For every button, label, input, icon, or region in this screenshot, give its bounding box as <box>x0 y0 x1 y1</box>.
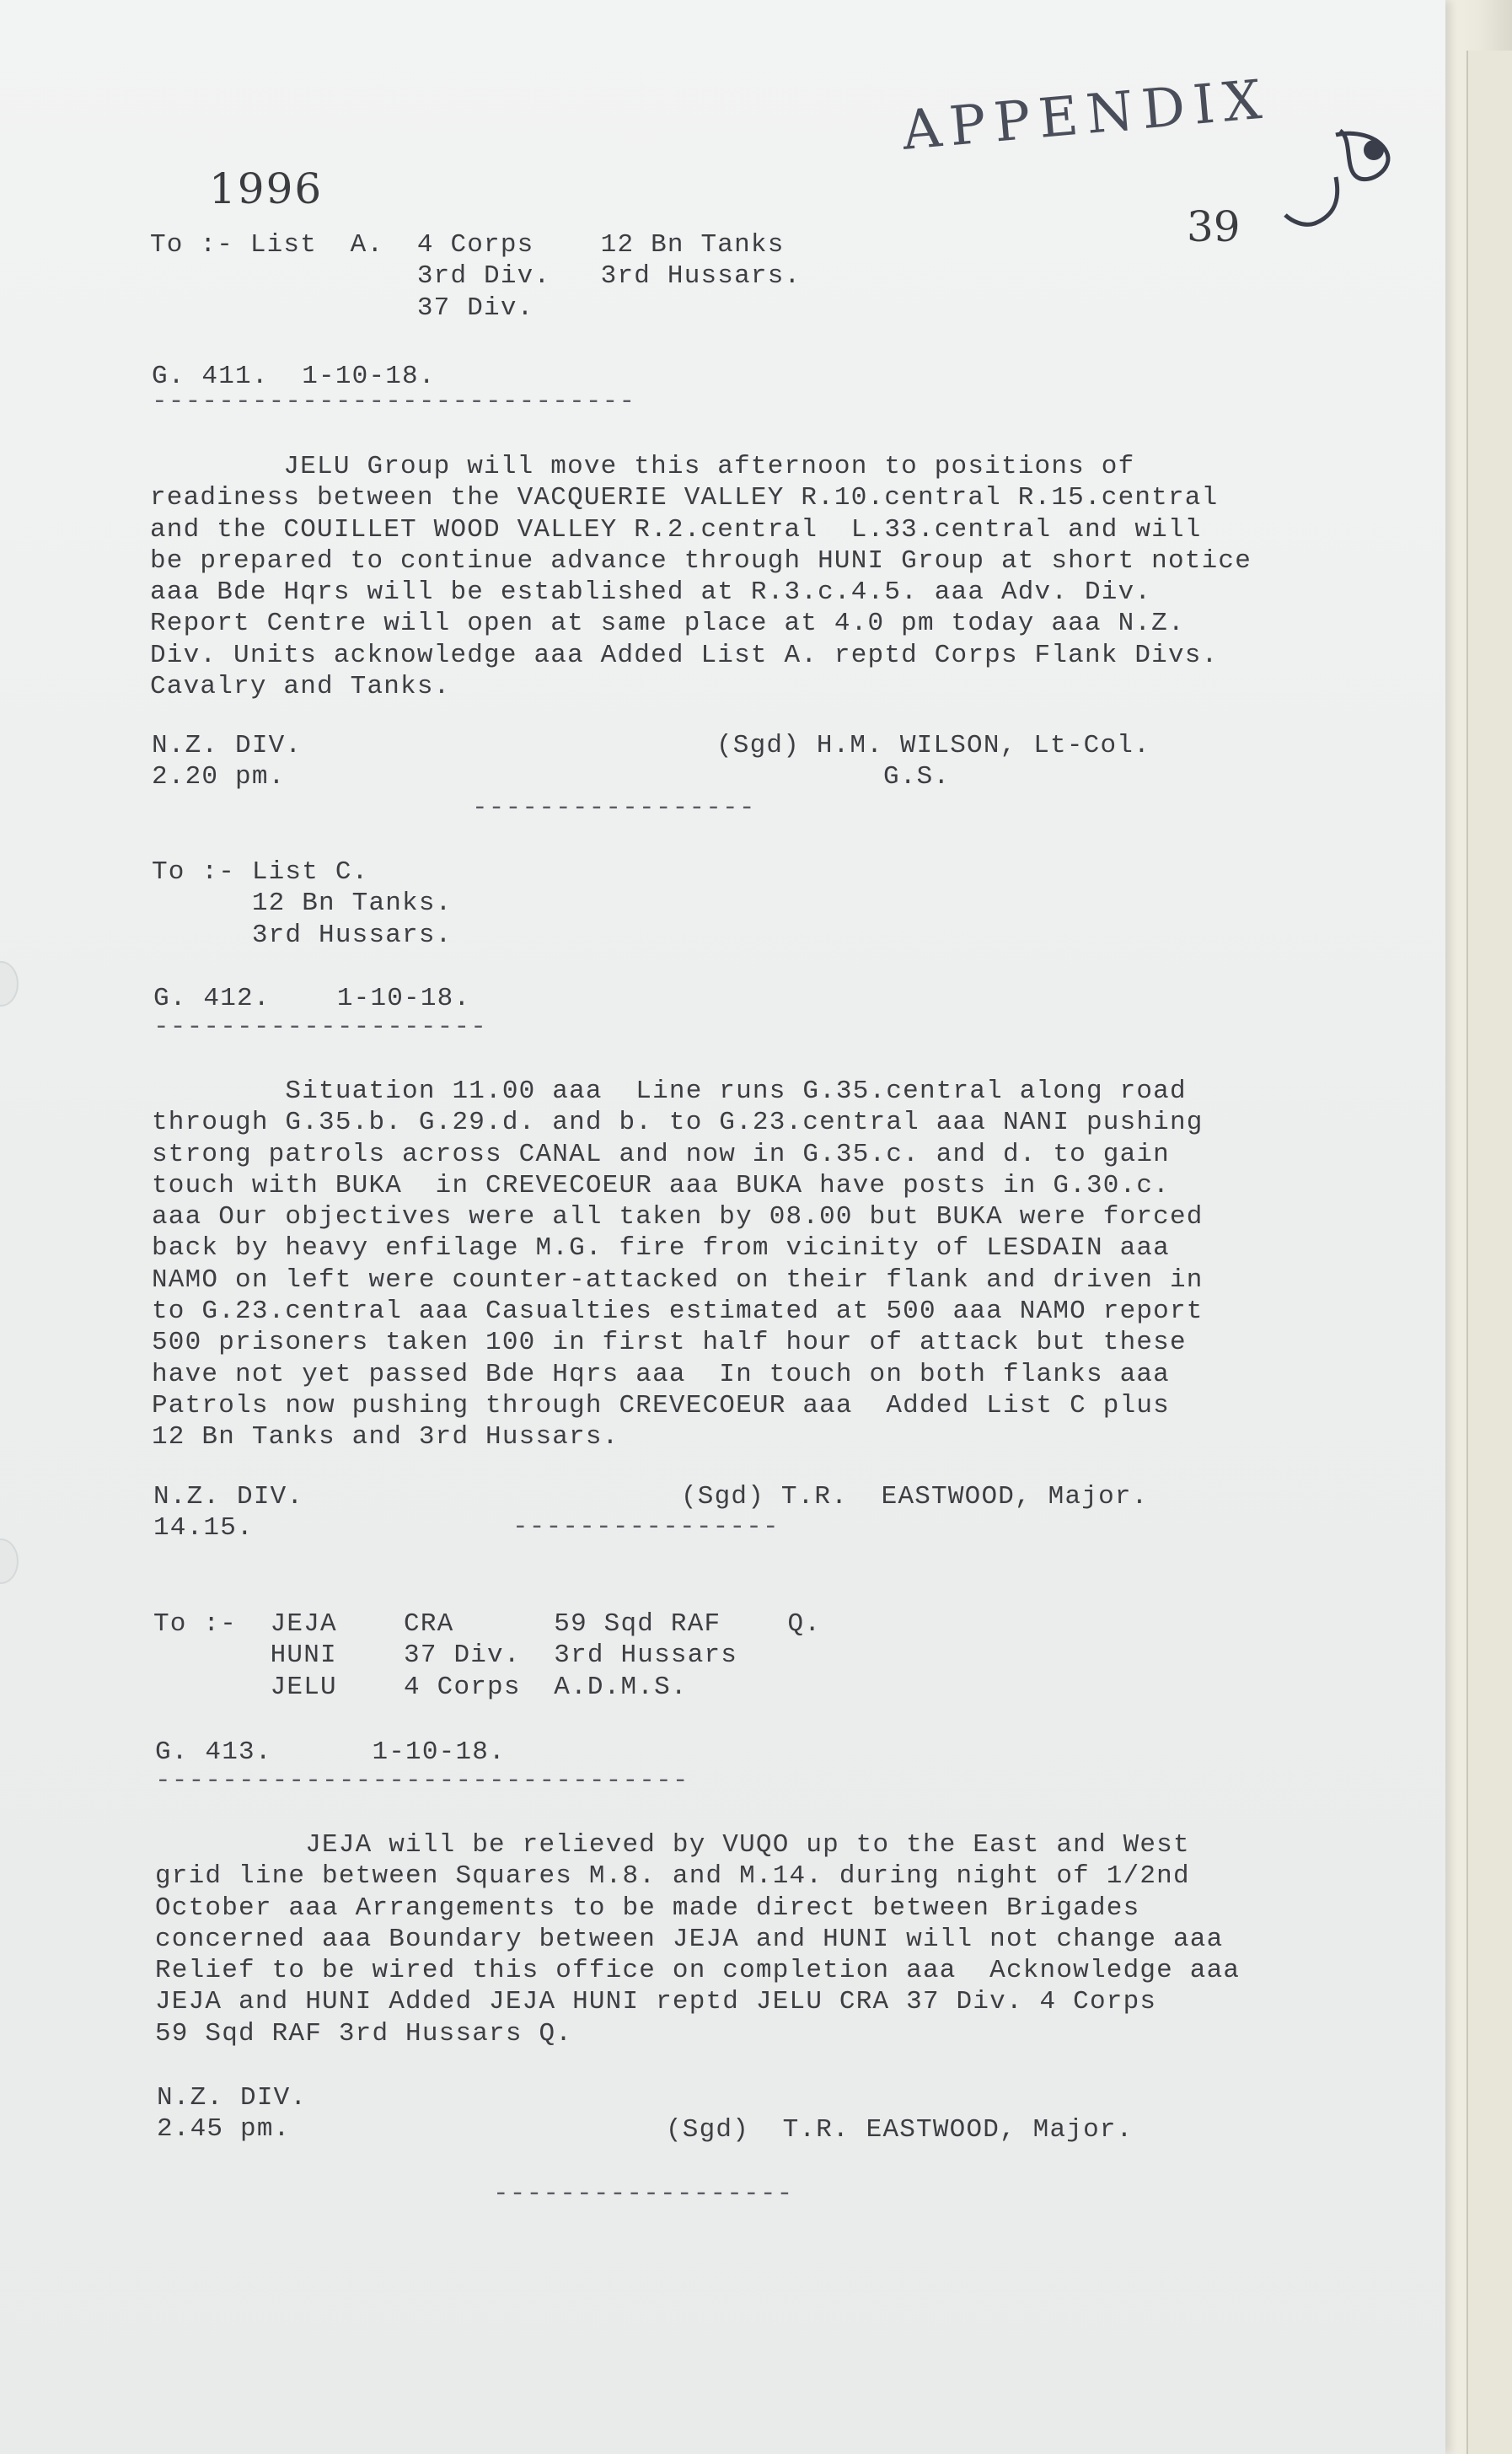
addressee-line: 3rd Hussars. <box>152 920 453 950</box>
message-ref-g413: G. 413. 1-10-18. <box>155 1737 506 1767</box>
punch-hole-lower <box>0 1538 19 1584</box>
addressee-line: To :- List C. <box>152 857 369 887</box>
page-number: 39 <box>1187 202 1241 251</box>
handwritten-signature-mark <box>1277 118 1403 236</box>
punch-hole-upper <box>0 961 19 1007</box>
message-rule: ----------------------------- <box>152 387 636 416</box>
signature-line: G.S. <box>716 762 951 792</box>
body-line: JEJA and HUNI Added JEJA HUNI reptd JELU CRA 37 Div. 4 Corps <box>155 1987 1157 2017</box>
body-line: 12 Bn Tanks and 3rd Hussars. <box>152 1422 619 1453</box>
body-line: through G.35.b. G.29.d. and b. to G.23.central aaa NANI pushing <box>152 1108 1204 1138</box>
body-line: October aaa Arrangements to be made direct between Brigades <box>155 1893 1140 1923</box>
body-line: back by heavy enfilage M.G. fire from vicinity of LESDAIN aaa <box>152 1233 1170 1264</box>
addressees-g412 <box>152 856 452 951</box>
header-addressees <box>150 229 801 324</box>
origin-line: N.Z. DIV. <box>152 731 303 760</box>
separator: ----------------- <box>472 793 756 823</box>
body-line: NAMO on left were counter-attacked on their flank and driven in <box>152 1265 1204 1295</box>
message-rule: -------------------- <box>153 1012 488 1042</box>
addressee-line: JELU 4 Corps A.D.M.S. <box>153 1672 688 1702</box>
sign-origin-g413 <box>157 2082 307 2145</box>
addressees-g413 <box>153 1608 821 1703</box>
message-body-g411 <box>150 451 1252 702</box>
body-line: grid line between Squares M.8. and M.14. during night of 1/2nd <box>155 1861 1190 1892</box>
body-line: to G.23.central aaa Casualties estimated at 500 aaa NAMO report <box>152 1297 1204 1327</box>
separator: ---------------- <box>512 1512 780 1542</box>
body-line: Div. Units acknowledge aaa Added List A. reptd Corps Flank Divs. <box>150 640 1219 670</box>
body-line: Relief to be wired this office on completion aaa Acknowledge aaa <box>155 1956 1241 1986</box>
body-line: have not yet passed Bde Hqrs aaa In touch on both flanks aaa <box>152 1359 1170 1389</box>
message-rule: -------------------------------- <box>155 1766 689 1796</box>
body-line: aaa Our objectives were all taken by 08.00 but BUKA were forced <box>152 1202 1204 1232</box>
reference-number: 1996 <box>209 164 324 213</box>
sign-origin-g411 <box>152 730 302 793</box>
body-line: aaa Bde Hqrs will be established at R.3.c.4.5. aaa Adv. Div. <box>150 577 1152 608</box>
sign-origin-g412 <box>153 1481 303 1544</box>
body-line: JELU Group will move this afternoon to positions of <box>150 452 1135 481</box>
body-line: Cavalry and Tanks. <box>150 672 451 702</box>
message-body-g413 <box>155 1829 1240 2049</box>
body-line: and the COUILLET WOOD VALLEY R.2.central L.33.central and will <box>150 514 1202 545</box>
body-line: concerned aaa Boundary between JEJA and HUNI will not change aaa <box>155 1924 1224 1954</box>
message-ref-g411: G. 411. 1-10-18. <box>152 362 436 391</box>
addressee-line: To :- List A. 4 Corps 12 Bn Tanks <box>150 230 785 260</box>
body-line: be prepared to continue advance through HUNI Group at short notice <box>150 545 1252 576</box>
body-line: strong patrols across CANAL and now in G.35.c. and d. to gain <box>152 1139 1170 1169</box>
body-line: Situation 11.00 aaa Line runs G.35.central along road <box>152 1077 1187 1106</box>
signature-g411 <box>716 730 1150 793</box>
signature-line: (Sgd) H.M. WILSON, Lt-Col. <box>716 731 1150 760</box>
addressee-line: HUNI 37 Div. 3rd Hussars <box>153 1640 738 1671</box>
body-line: 500 prisoners taken 100 in first half hour of attack but these <box>152 1328 1187 1358</box>
origin-line: 2.45 pm. <box>157 2114 291 2145</box>
body-line: JEJA will be relieved by VUQO up to the East and West <box>155 1830 1190 1860</box>
body-line: readiness between the VACQUERIE VALLEY R.10.central R.15.central <box>150 483 1219 513</box>
addressee-line: To :- JEJA CRA 59 Sqd RAF Q. <box>153 1609 822 1639</box>
origin-line: 2.20 pm. <box>152 762 286 792</box>
message-ref-g412: G. 412. 1-10-18. <box>153 984 471 1013</box>
signature-g413 <box>666 2114 1134 2145</box>
body-line: Report Centre will open at same place at 4.0 pm today aaa N.Z. <box>150 609 1185 639</box>
addressee-line: 12 Bn Tanks. <box>152 889 453 919</box>
body-line: 59 Sqd RAF 3rd Hussars Q. <box>155 2018 573 2049</box>
appendix-handwritten-note: APPENDIX <box>899 68 1273 163</box>
signature-line: (Sgd) T.R. EASTWOOD, Major. <box>666 2115 1134 2145</box>
origin-line: N.Z. DIV. <box>153 1482 304 1512</box>
body-line: touch with BUKA in CREVECOEUR aaa BUKA have posts in G.30.c. <box>152 1170 1170 1200</box>
addressee-line: 3rd Div. 3rd Hussars. <box>150 261 802 292</box>
body-line: Patrols now pushing through CREVECOEUR aaa Added List C plus <box>152 1390 1170 1420</box>
origin-line: N.Z. DIV. <box>157 2083 308 2113</box>
signature-line: (Sgd) T.R. EASTWOOD, Major. <box>681 1482 1149 1512</box>
message-body-g412 <box>152 1076 1204 1453</box>
separator: ------------------ <box>493 2179 794 2209</box>
underlying-page-edge <box>1466 51 1512 2454</box>
origin-line: 14.15. <box>153 1513 254 1544</box>
signature-g412 <box>681 1481 1149 1512</box>
addressee-line: 37 Div. <box>150 293 534 323</box>
